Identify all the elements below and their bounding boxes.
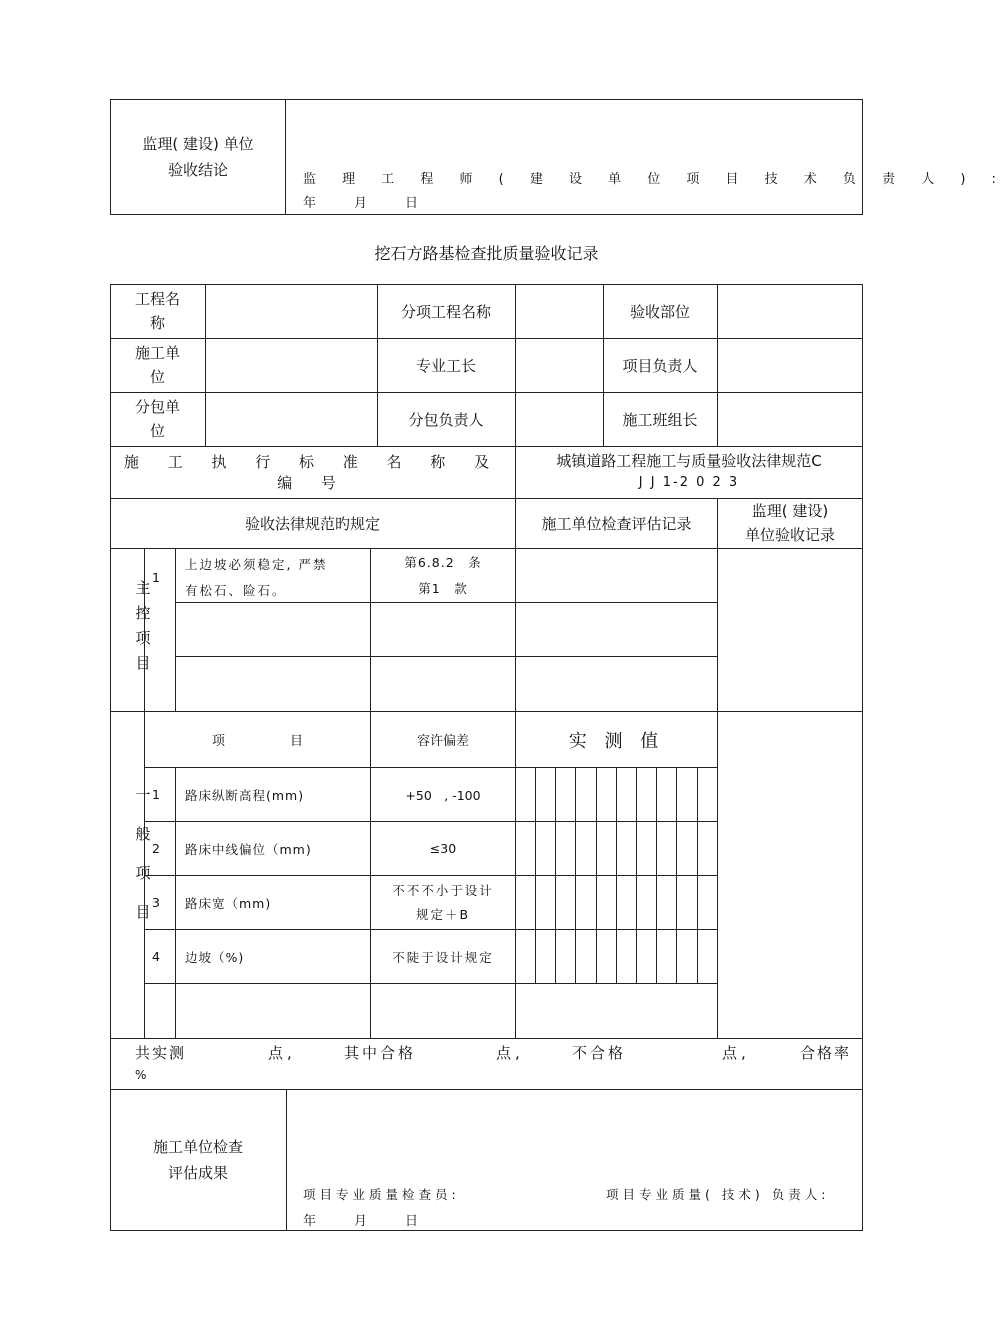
project-manager-field[interactable] <box>718 339 862 391</box>
general-item-name: 路床纵断高程(mm) <box>185 788 305 803</box>
construction-date-line: 年 月 日 <box>303 1214 423 1229</box>
general-item-name: 路床中线偏位（mm) <box>185 842 312 857</box>
foreman-label: 专业工长 <box>415 356 476 375</box>
supervisor-record-header: 监理( 建设) 单位验收记录 <box>744 502 835 544</box>
standard-label: 施 工 执 行 标 准 名 称 及 编 号 <box>123 453 502 492</box>
tech-manager-label: 项目专业质量( 技术) 负责人: <box>606 1187 830 1202</box>
spec-header: 验收法律规范旳规定 <box>244 514 380 533</box>
foreman-field[interactable] <box>516 339 602 391</box>
general-item-header: 项 目 <box>211 734 303 749</box>
general-measured-header: 实 测 值 <box>568 730 665 752</box>
subcontract-unit-field[interactable] <box>206 393 376 445</box>
main-control-item-clause: 第6.8.2 条 第1 款 <box>404 555 482 596</box>
general-item-tolerance: 不陡于设计规定 <box>392 949 494 965</box>
construction-unit-label: 施工单 位 <box>134 344 180 386</box>
general-item-tolerance: ≤30 <box>429 841 457 856</box>
supervisor-sign-line: 监 理 工 程 师 ( 建 设 单 位 项 目 技 术 负 责 人 ) : <box>303 172 1007 187</box>
standard-value: 城镇道路工程施工与质量验收法律规范C J J 1-2 0 2 3 <box>556 452 822 490</box>
construction-unit-field[interactable] <box>206 339 376 391</box>
general-item-no: 3 <box>152 895 160 910</box>
construction-check-header: 施工单位检查评估记录 <box>541 514 692 533</box>
main-control-item-no: 1 <box>152 569 160 585</box>
general-item-no: 4 <box>152 949 160 964</box>
page-title: 挖石方路基检查批质量验收记录 <box>374 243 599 263</box>
general-item-no: 2 <box>152 841 160 856</box>
project-name-label: 工程名 称 <box>134 290 180 332</box>
supervisor-conclusion-label: 监理( 建设) 单位 验收结论 <box>142 135 254 179</box>
sub-project-field[interactable] <box>516 285 602 337</box>
project-manager-label: 项目负责人 <box>622 356 698 375</box>
main-control-section-label: 主控项目 <box>133 580 152 680</box>
subcontract-manager-label: 分包负责人 <box>408 410 484 429</box>
general-section-label: 一般项目 <box>133 787 152 943</box>
general-item-no: 1 <box>152 787 160 802</box>
general-item-tolerance: +50 , -100 <box>405 787 481 803</box>
subcontract-unit-label: 分包单 位 <box>134 398 180 440</box>
project-name-field[interactable] <box>206 285 376 337</box>
supervisor-date-line: 年 月 日 <box>303 196 423 211</box>
general-item-name: 路床宽（mm) <box>185 896 272 911</box>
team-leader-label: 施工班组长 <box>622 410 698 429</box>
general-tolerance-header: 容许偏差 <box>416 734 469 749</box>
general-item-name: 边坡（%) <box>185 950 245 965</box>
general-item-tolerance: 不不不小于设计 规定＋B <box>392 882 494 922</box>
summary-row: 共实测 点, 其中合格 点, 不合格 点, 合格率 % <box>135 1044 852 1082</box>
main-control-item-content: 上边坡必须稳定, 严禁 有松石、险石。 <box>185 557 328 598</box>
acceptance-part-label: 验收部位 <box>629 302 690 321</box>
quality-inspector-label: 项目专业质量检查员: <box>303 1187 460 1202</box>
subcontract-manager-field[interactable] <box>516 393 602 445</box>
acceptance-part-field[interactable] <box>718 285 862 337</box>
construction-result-label: 施工单位检查 评估成果 <box>152 1138 243 1182</box>
sub-project-label: 分项工程名称 <box>400 302 491 321</box>
team-leader-field[interactable] <box>718 393 862 445</box>
